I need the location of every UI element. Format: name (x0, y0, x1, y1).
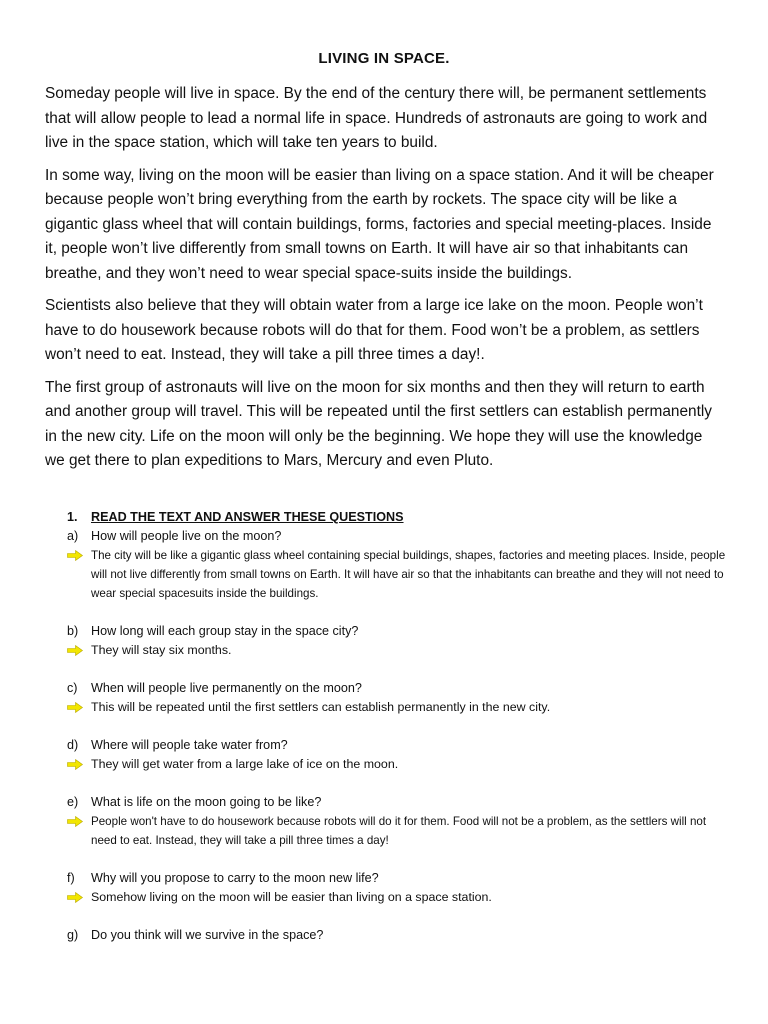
answer-text: They will stay six months. (91, 643, 232, 657)
question-text: When will people live permanently on the moon? (91, 681, 362, 695)
reading-passage (45, 82, 723, 482)
question-text: How long will each group stay in the space city? (91, 624, 359, 638)
question-text: Why will you propose to carry to the moon new life? (91, 871, 379, 885)
question-line (67, 793, 727, 812)
exercise-heading (67, 510, 727, 524)
document-title: LIVING IN SPACE. (318, 50, 450, 67)
answer-text: Somehow living on the moon will be easier than living on a space station. (91, 890, 492, 904)
question-text: What is life on the moon going to be like? (91, 795, 322, 809)
question-line (67, 736, 727, 755)
question-block (67, 679, 727, 717)
question-line (67, 527, 727, 546)
right-arrow-icon (67, 755, 91, 774)
question-list (67, 527, 727, 945)
answer-text: The city will be like a gigantic glass wheel containing special buildings, shapes, factories and meeting places. Inside, people will not live differently from small towns on Earth. It will have air so that the inhabitants can breathe and they will not need to wear special spacesuits inside the buildings. (91, 549, 726, 600)
question-line (67, 869, 727, 888)
answer-text: People won't have to do housework because robots will do it for them. Food will not be a problem, as the settlers will not need to eat. Instead, they will take a pill three times a day! (91, 815, 707, 847)
question-letter: a) (67, 529, 79, 543)
exercise-section (67, 510, 727, 964)
paragraph: The first group of astronauts will live on the moon for six months and then they will return to earth and another group will travel. This will be repeated until the first settlers can establish permanently in the new city. Life on the moon will only be the beginning. We hope they will use the knowledge we get there to plan expeditions to Mars, Mercury and even Pluto. (45, 378, 712, 469)
question-letter: e) (67, 795, 79, 809)
answer-line (67, 812, 727, 850)
question-text: Do you think will we survive in the space? (91, 928, 324, 942)
question-line (67, 926, 727, 945)
question-line (67, 679, 727, 698)
question-letter: b) (67, 624, 79, 638)
question-letter: d) (67, 738, 79, 752)
answer-line (67, 755, 727, 774)
question-block (67, 622, 727, 660)
paragraph: Someday people will live in space. By the end of the century there will, be permanent settlements that will allow people to lead a normal life in space. Hundreds of astronauts are going to work and live in the space station, which will take ten years to build. (45, 85, 708, 151)
answer-line (67, 546, 727, 603)
right-arrow-icon (67, 546, 91, 603)
exercise-number: 1. (67, 510, 78, 524)
right-arrow-icon (67, 698, 91, 717)
question-block (67, 869, 727, 907)
paragraph: Scientists also believe that they will obtain water from a large ice lake on the moon. People won’t have to do housework because robots will do that for them. Food won’t be a problem, as settlers won’t need to eat. Instead, they will take a pill three times a day!. (45, 297, 703, 363)
right-arrow-icon (67, 888, 91, 907)
answer-line (67, 698, 727, 717)
question-text: How will people live on the moon? (91, 529, 282, 543)
answer-text: This will be repeated until the first settlers can establish permanently in the new city. (91, 700, 551, 714)
answer-line (67, 888, 727, 907)
question-block (67, 527, 727, 603)
right-arrow-icon (67, 812, 91, 850)
question-block (67, 793, 727, 850)
question-letter: g) (67, 928, 79, 942)
answer-line (67, 641, 727, 660)
paragraph: In some way, living on the moon will be easier than living on a space station. And it will be cheaper because people won’t bring everything from the earth by rockets. The space city will be like a gigantic glass wheel that will contain buildings, forms, factories and special meeting-places. Inside it, people won’t live differently from small towns on Earth. It will have air so that inhabitants can breathe, and they won’t need to wear special space-suits inside the buildings. (45, 166, 714, 282)
right-arrow-icon (67, 641, 91, 660)
question-letter: c) (67, 681, 78, 695)
exercise-heading-text: READ THE TEXT AND ANSWER THESE QUESTIONS (91, 510, 404, 524)
question-text: Where will people take water from? (91, 738, 288, 752)
answer-text: They will get water from a large lake of ice on the moon. (91, 757, 399, 771)
question-block (67, 736, 727, 774)
question-letter: f) (67, 871, 75, 885)
question-block (67, 926, 727, 945)
question-line (67, 622, 727, 641)
